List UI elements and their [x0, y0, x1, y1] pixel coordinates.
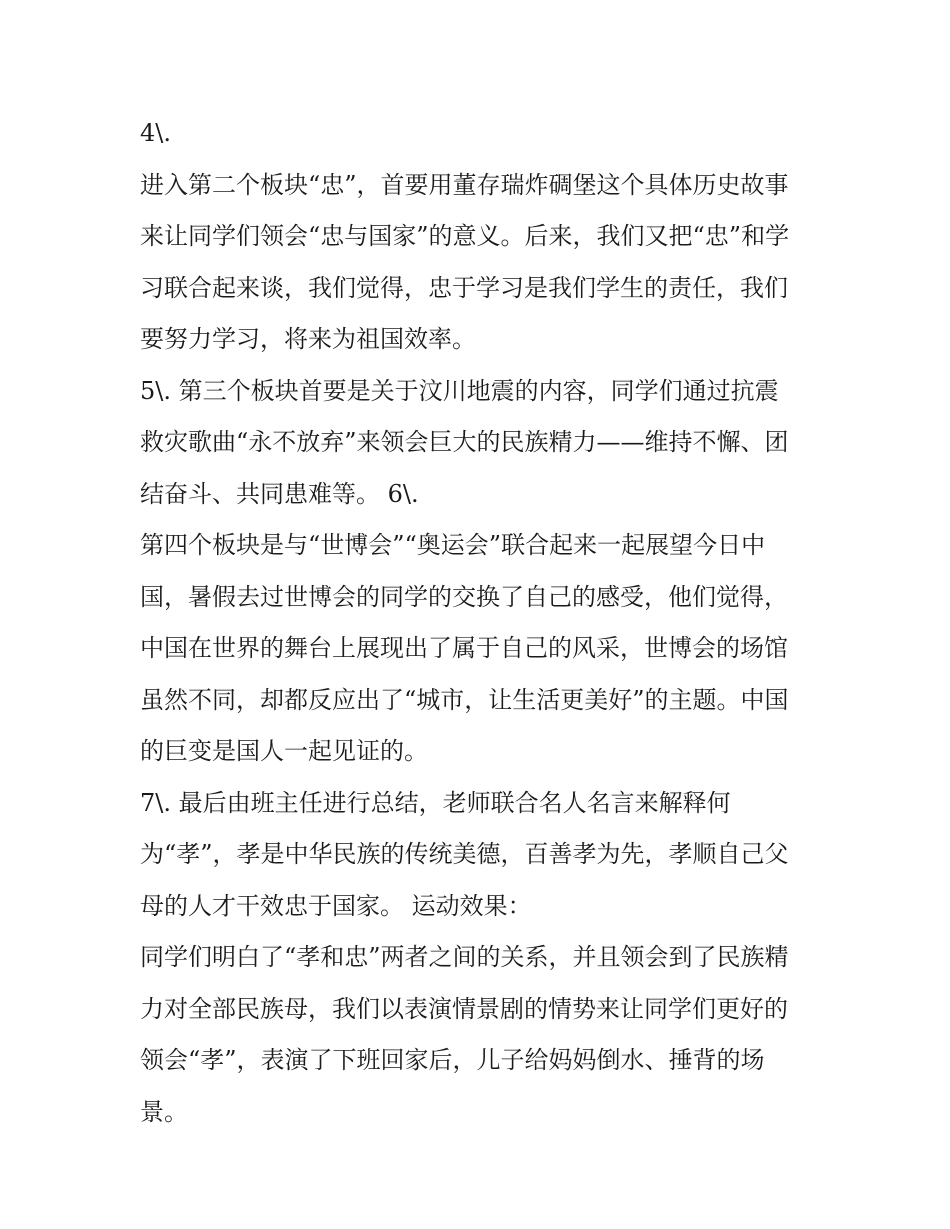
text-line: 中国在世界的舞台上展现出了属于自己的风采，世博会的场馆 — [140, 634, 788, 662]
text-line: 7\. 最后由班主任进行总结，老师联合名人名言来解释何 — [140, 788, 731, 817]
text-line: 同学们明白了“孝和忠”两者之间的关系，并且领会到了民族精 — [140, 943, 789, 971]
text-line: 要努力学习，将来为祖国效率。 — [140, 325, 476, 353]
text-line: 为“孝”，孝是中华民族的传统美德，百善孝为先，孝顺自己父 — [140, 840, 789, 868]
document-body — [140, 108, 820, 1138]
text-line: 4\. — [140, 119, 171, 147]
text-line: 进入第二个板块“忠”，首要用董存瑞炸碉堡这个具体历史故事 — [140, 170, 789, 199]
text-line: 国，暑假去过世博会的同学的交换了自己的感受，他们觉得， — [140, 582, 788, 611]
text-line: 救灾歌曲“永不放弃”来领会巨大的民族精力——维持不懈、团 — [140, 428, 789, 456]
text-line: 的巨变是国人一起见证的。 — [140, 737, 428, 765]
text-line: 5\. 第三个板块首要是关于汶川地震的内容，同学们通过抗震 — [140, 376, 779, 405]
text-line: 景。 — [140, 1097, 188, 1126]
text-line: 来让同学们领会“忠与国家”的意义。后来，我们又把“忠”和学 — [140, 222, 790, 250]
text-line: 第四个板块是与“世博会”“奥运会”联合起来一起展望今日中 — [140, 531, 766, 559]
text-line: 习联合起来谈，我们觉得，忠于学习是我们学生的责任，我们 — [140, 273, 788, 302]
text-line: 结奋斗、共同患难等。 6\. — [140, 479, 419, 508]
text-line: 力对全部民族母，我们以表演情景剧的情势来让同学们更好的 — [140, 994, 788, 1023]
text-line: 领会“孝”，表演了下班回家后，儿子给妈妈倒水、捶背的场 — [140, 1046, 765, 1074]
text-line: 母的人才干效忠于国家。 运动效果： — [140, 891, 532, 920]
text-line: 虽然不同，却都反应出了“城市，让生活更美好”的主题。中国 — [140, 685, 789, 714]
